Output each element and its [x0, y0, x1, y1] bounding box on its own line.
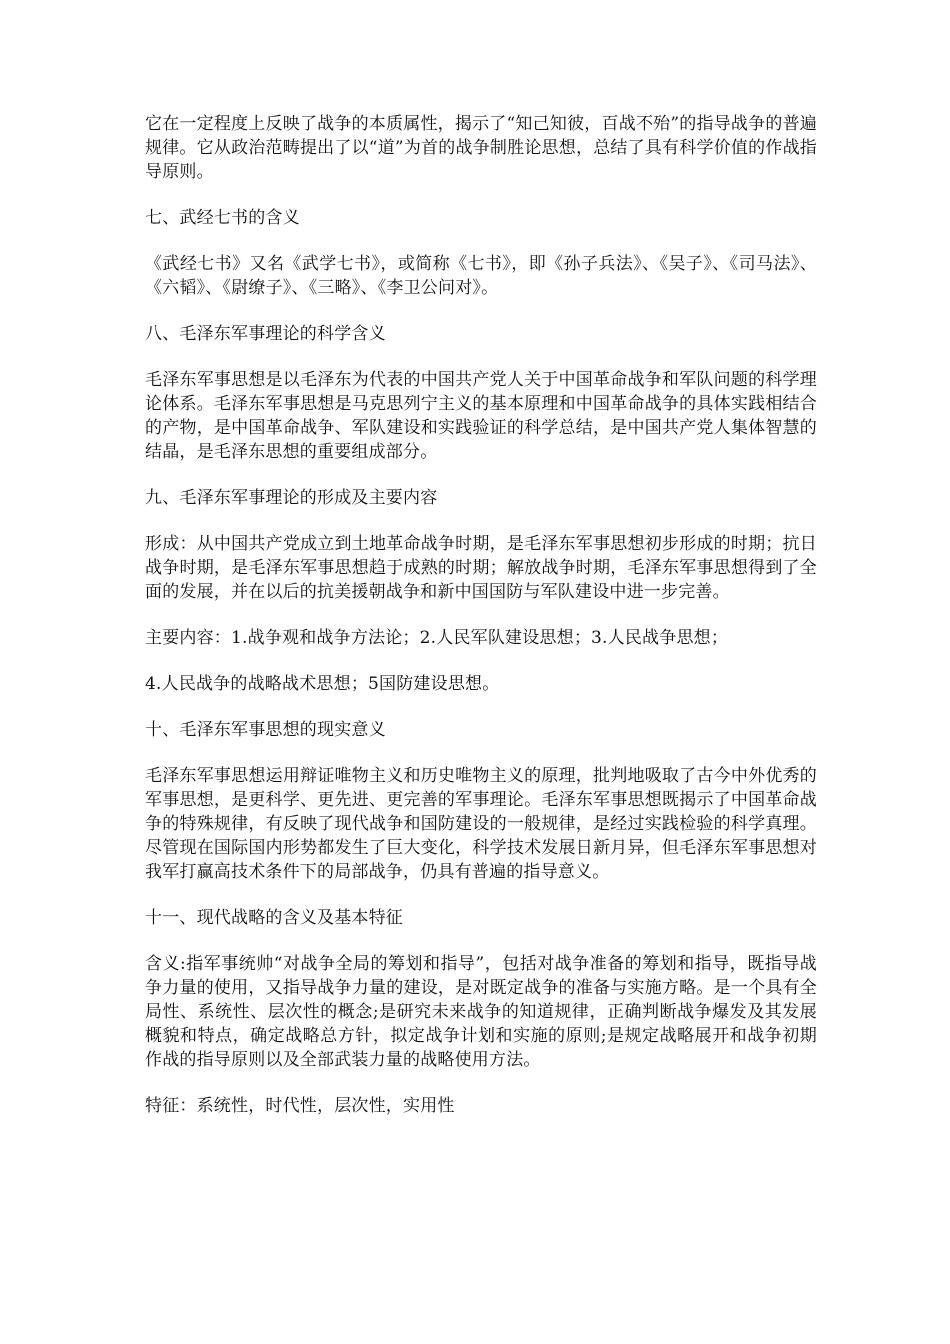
section-heading-9: 九、毛泽东军事理论的形成及主要内容: [145, 488, 438, 508]
paragraph-practical-significance: 毛泽东军事思想运用辩证唯物主义和历史唯物主义的原理，批判地吸取了古今中外优秀的军事思想，是更科学、更先进、更完善的军事理论。毛泽东军事思想既揭示了中国革命战争的特殊规律，有反映了现代战争和国防建设的一般规律，是经过实践检验的科学真理。尽管现在国际国内形势都发生了巨大变化，科学技术发展日新月异，但毛泽东军事思想对我军打赢高技术条件下的局部战争，仍具有普遍的指导意义。: [145, 766, 817, 882]
section-heading-7: 七、武经七书的含义: [145, 208, 300, 228]
paragraph-main-content-cont: 4.人民战争的战略战术思想；5国防建设思想。: [145, 674, 500, 694]
paragraph-main-content: 主要内容：1.战争观和战争方法论；2.人民军队建设思想；3.人民战争思想；: [145, 628, 729, 648]
paragraph-wujing-qishu: 《武经七书》又名《武学七书》，或简称《七书》，即《孙子兵法》、《吴子》、《司马法》、《六韬》、《尉缭子》、《三略》、《李卫公问对》。: [145, 254, 817, 298]
section-heading-10: 十、毛泽东军事思想的现实意义: [145, 720, 386, 740]
paragraph-formation: 形成：从中国共产党成立到土地革命战争时期，是毛泽东军事思想初步形成的时期；抗日战争时期，是毛泽东军事思想趋于成熟的时期；解放战争时期，毛泽东军事思想得到了全面的发展，并在以后的抗美援朝战争和新中国国防与军队建设中进一步完善。: [145, 534, 817, 602]
paragraph-military-thought-definition: 毛泽东军事思想是以毛泽东为代表的中国共产党人关于中国革命战争和军队问题的科学理论体系。毛泽东军事思想是马克思列宁主义的基本原理和中国革命战争的具体实践相结合的产物，是中国革命战争、军队建设和实践验证的科学总结，是中国共产党人集体智慧的结晶，是毛泽东思想的重要组成部分。: [145, 370, 817, 462]
document-body: [145, 112, 817, 1140]
section-heading-8: 八、毛泽东军事理论的科学含义: [145, 324, 386, 344]
paragraph-strategy-features: 特征：系统性，时代性，层次性，实用性: [145, 1096, 455, 1116]
section-heading-11: 十一、现代战略的含义及基本特征: [145, 908, 403, 928]
paragraph-intro: 它在一定程度上反映了战争的本质属性，揭示了“知己知彼，百战不殆”的指导战争的普遍规律。它从政治范畴提出了以“道”为首的战争制胜论思想，总结了具有科学价值的作战指导原则。: [145, 114, 817, 182]
paragraph-strategy-definition: 含义:指军事统帅“对战争全局的筹划和指导”，包括对战争准备的筹划和指导，既指导战争力量的使用，又指导战争力量的建设，是对既定战争的准备与实施方略。是一个具有全局性、系统性、层次性的概念;是研究未来战争的知道规律，正确判断战争爆发及其发展概貌和特点，确定战略总方针，拟定战争计划和实施的原则;是规定战略展开和战争初期作战的指导原则以及全部武装力量的战略使用方法。: [145, 954, 817, 1070]
